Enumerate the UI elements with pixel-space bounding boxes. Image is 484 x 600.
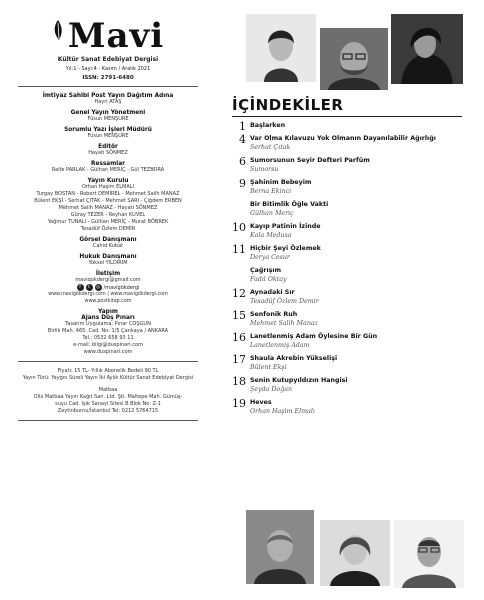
toc-entry-title: Senin Kutupyıldızın Hangisi [250, 377, 348, 384]
facebook-icon[interactable]: f [77, 284, 84, 291]
toc-page-number: 1 [239, 120, 246, 133]
contact-heading: İletişim [95, 271, 121, 277]
toc-page-number: 11 [232, 243, 246, 256]
author-photo [246, 14, 316, 82]
toc-entry-title: Senfonik Ruh [250, 311, 298, 318]
toc-page-number: 4 [239, 133, 246, 146]
twitter-icon[interactable]: t [86, 284, 93, 291]
printer-line: suyu Cad. Işık Sanayi Sitesi B Blok No: Z-1 [55, 401, 161, 407]
credit-name: Güray TEZER - Reyhan KUVEL [70, 212, 146, 218]
toc-page-number: 9 [239, 177, 246, 190]
toc-entry-author: Sumorsu [250, 166, 279, 173]
toc-entry[interactable] [232, 245, 472, 261]
credit-section [18, 127, 198, 140]
toc-entry-title: Sumorsunun Seyir Defteri Parfüm [250, 157, 370, 164]
toc-page-number: 16 [232, 331, 246, 344]
price-info: Fiyatı: 15 TL- Yıllık Abonelik Bedeli 90 TL [57, 368, 159, 374]
toc-entry-title: Heves [250, 399, 272, 406]
author-photo [246, 510, 314, 584]
publisher-line: www.duspinari.com [83, 349, 133, 355]
toc-entry-title: Şahinim Bebeyim [250, 179, 312, 186]
website-link-3[interactable]: www.postkitap.com [84, 299, 132, 304]
publisher-line: Tel.: 0532 658 93 11 [82, 335, 134, 341]
toc-entry[interactable] [232, 267, 472, 283]
publisher-name: Ajans Düş Pınarı [81, 315, 135, 321]
printer-line: Zeytinburnu/İstanbul Tel: 0212 5764715 [57, 408, 159, 414]
credit-name: Tesadüf Özlem DEMİR [80, 226, 136, 232]
credit-heading: Sorumlu Yazı İşleri Müdürü [64, 127, 152, 133]
toc-entry-title: Var Olma Kılavuzu Yok Olmanın Dayanılabilir Ağırlığı [250, 135, 436, 142]
toc-page-number: 19 [232, 397, 246, 410]
toc-page-number: 15 [232, 309, 246, 322]
credit-name: Bülent EKŞİ - Serhat ÇITAK - Mehmet SARI - Çiğdem ERBEN [34, 198, 182, 204]
toc-title: İÇİNDEKİLER [232, 96, 344, 114]
leaf-logo-icon [52, 19, 66, 41]
publisher-line: e-mail: bilgi@duspinari.com [73, 342, 143, 348]
toc-entry-author: Gülhan Meriç [250, 210, 294, 217]
credit-name: Turgay BOSTAN - Robert DEMİREL - Mehmet Salih MANAZ [36, 191, 180, 197]
toc-entry[interactable] [232, 333, 472, 349]
toc-entry-author: Derya Cesur [250, 254, 290, 261]
toc-entry-title: Bir Bitimlik Öğle Vakti [250, 201, 329, 208]
toc-entry-title: Lanetlenmiş Adam Öylesine Bir Gün [250, 333, 378, 340]
divider [18, 420, 198, 421]
credit-name: Yağmur TUNALI - Gülhan MERİÇ - Murat BÖBREK [47, 219, 169, 225]
toc-entry-author: Mehmet Salih Manaz [250, 320, 318, 327]
toc-page-number: 10 [232, 221, 246, 234]
credit-name: Füsun MENŞURE [87, 116, 129, 122]
toc-page-number: 17 [232, 353, 246, 366]
portrait-man-icon [394, 520, 464, 588]
website-separator: | [107, 292, 109, 297]
toc-entry-title: Shaula Akrebin Yükselişi [250, 355, 338, 362]
toc-page-number: 12 [232, 287, 246, 300]
credit-name: Füsun MENŞURE [87, 133, 129, 139]
toc-entry[interactable] [232, 377, 472, 393]
credit-heading: Hukuk Danışmanı [79, 254, 137, 260]
credit-name: Orhan Haşim ELMALI [81, 184, 135, 190]
website-link-2[interactable]: www.mavigökdergi.com [110, 292, 168, 297]
issue-info: Yıl:1 - Sayı:4 - Kasım / Aralık 2021 [65, 66, 151, 72]
toc-entry-author: Orhan Haşim Elmalı [250, 408, 315, 415]
portrait-man-icon [246, 510, 314, 584]
credit-section [18, 237, 198, 250]
toc-entry-author: Berna Ekinci [250, 188, 292, 195]
toc-entry-author: Fadıl Oktay [250, 276, 287, 283]
credit-name: Cahid Kubat [92, 243, 124, 249]
magazine-tagline: Kültür Sanat Edebiyat Dergisi [57, 56, 159, 63]
publication-type: Yayın Türü: Yaygın Süreli Yayın İki Aylık Kültür Sanat Edebiyat Dergisi [22, 375, 194, 381]
logo-text: Mavi [67, 16, 165, 56]
instagram-icon[interactable]: ◎ [96, 285, 101, 290]
toc-entry[interactable] [232, 135, 472, 151]
contact-section [18, 271, 198, 305]
toc-list [232, 122, 472, 421]
credit-heading: İmtiyaz Sahibi Post Yayın Dağıtım Adına [42, 93, 174, 99]
credit-section [18, 161, 198, 174]
toc-entry-title: Aynadaki Sır [250, 289, 295, 296]
credit-heading: Ressamlar [90, 161, 125, 167]
credit-section [18, 93, 198, 106]
credit-name: Hayati SÖNMEZ [88, 150, 128, 156]
toc-entry-author: Lanetlenmiş Adam [250, 342, 310, 349]
toc-entry[interactable] [232, 223, 472, 239]
publisher-line: Tasarım Uygulama: Pınar COŞGUN [65, 321, 151, 327]
credit-heading: Genel Yayın Yönetmeni [70, 110, 146, 116]
credits-list [18, 93, 198, 267]
printer-section [18, 387, 198, 415]
credit-section [18, 110, 198, 123]
toc-entry-author: Serhat Çıtak [250, 144, 291, 151]
portrait-woman-icon [391, 14, 463, 84]
credit-heading: Görsel Danışmanı [79, 237, 137, 243]
publisher-heading: Yapım [98, 309, 118, 315]
toc-entry-author: Şeyda Doğan [250, 386, 293, 393]
toc-entry[interactable] [232, 311, 472, 327]
masthead-column [18, 18, 198, 427]
toc-entry-title: Kayıp Patinin İzinde [250, 223, 321, 230]
issn: ISSN: 2791-6480 [82, 75, 134, 81]
toc-entry-title: Başlarken [250, 122, 286, 129]
author-photo [391, 14, 463, 84]
website-link-1[interactable]: www.mavigökdergi.com [48, 292, 106, 297]
toc-entry[interactable] [232, 355, 472, 371]
toc-page-number: 6 [239, 155, 246, 168]
publisher-line: Birlik Mah. 465. Cad. No: 1/5 Çankaya / ANKARA [47, 328, 169, 334]
toc-entry[interactable] [232, 179, 472, 195]
toc-entry[interactable] [232, 201, 472, 217]
toc-entry[interactable] [232, 120, 472, 133]
toc-entry[interactable] [232, 289, 472, 305]
author-photo [320, 28, 388, 90]
publisher-section [18, 309, 198, 356]
author-photo [320, 520, 390, 586]
portrait-man-icon [320, 28, 388, 90]
portrait-woman-icon [320, 520, 390, 586]
credit-name: Raife PARLAK - Gülhan MERİÇ - Gül TEZBORA [51, 167, 165, 173]
credit-section [18, 144, 198, 157]
printer-heading: Matbaa [98, 387, 118, 393]
toc-entry-title: Çağrışım [250, 267, 282, 274]
credit-name: Hayri ATAŞ [94, 99, 122, 105]
credit-heading: Yayın Kurulu [87, 178, 129, 184]
toc-page-number: 18 [232, 375, 246, 388]
toc-entry[interactable] [232, 399, 472, 415]
portrait-woman-icon [246, 14, 316, 82]
author-photo [394, 520, 464, 588]
printer-line: Olix Matbaa Yayın Kağıt San. Ltd. Şti. Maltepe Mah. Gümüş- [33, 394, 183, 400]
contact-email[interactable]: maviqokdergi@gmail.com [75, 277, 141, 283]
magazine-logo [18, 18, 198, 54]
credit-section [18, 178, 198, 233]
credit-name: Yüksel YILDIRIM [88, 260, 128, 266]
toc-entry-author: Tesadüf Özlem Demir [250, 298, 319, 305]
toc-entry-author: Bülent Ekşi [250, 364, 287, 371]
divider [18, 361, 198, 362]
toc-entry[interactable] [232, 157, 472, 173]
toc-entry-author: Kala Medusa [250, 232, 292, 239]
credit-name: Mehmet Salih MANAZ - Hayati SÖNMEZ [58, 205, 158, 211]
credit-heading: Editör [98, 144, 118, 150]
toc-entry-title: Hiçbir Şeyi Özlemek [250, 245, 321, 252]
social-row [18, 284, 198, 291]
credit-section [18, 254, 198, 267]
toc-divider [232, 116, 462, 117]
divider [18, 86, 198, 87]
social-handle: /mavigökdergi [103, 284, 140, 291]
